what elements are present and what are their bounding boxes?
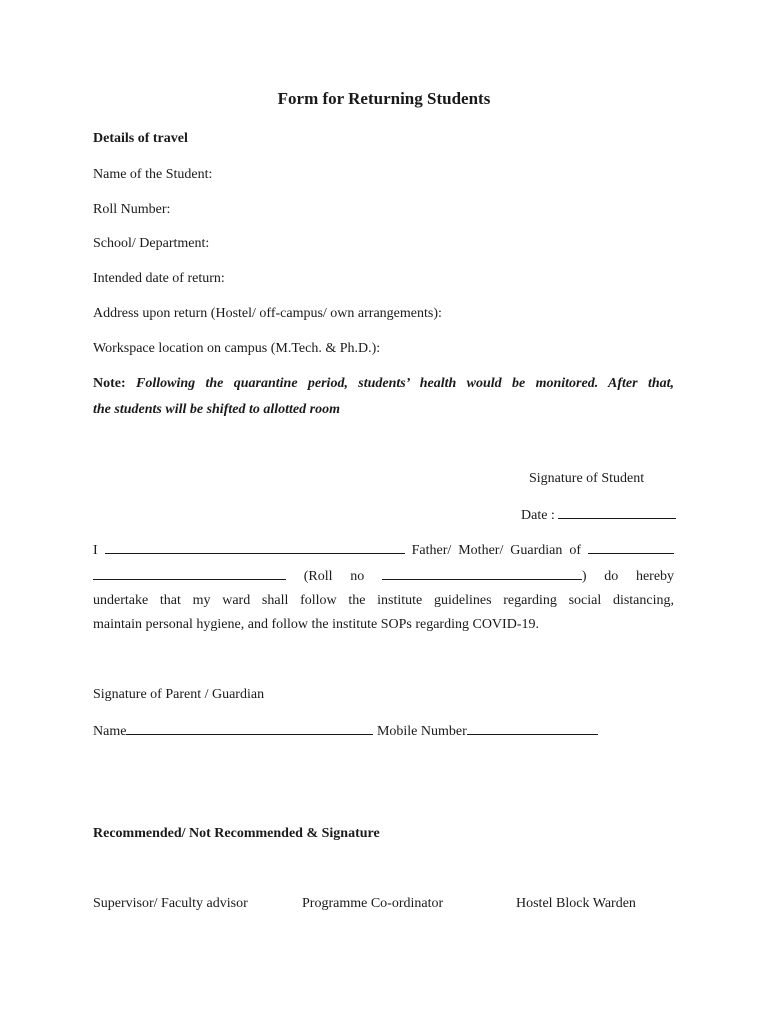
field-workspace-location: Workspace location on campus (M.Tech. & Ph.D.): <box>93 341 381 356</box>
note-text-1: Following the quarantine period, students’ health would be monitored. After that, <box>136 376 675 391</box>
hereby-word: hereby <box>635 569 675 584</box>
signatory-hostel-warden: Hostel Block Warden <box>516 896 636 911</box>
student-signature-label: Signature of Student <box>529 471 645 486</box>
undertaking-line-2 <box>93 566 674 586</box>
guardian-name-label: Name <box>93 724 127 739</box>
relation-label: Father/ Mother/ Guardian of <box>411 543 582 558</box>
date-blank[interactable] <box>558 505 676 519</box>
guardian-name-blank[interactable] <box>105 540 405 554</box>
note-line-2 <box>93 401 674 419</box>
field-return-date: Intended date of return: <box>93 271 225 286</box>
field-student-name: Name of the Student: <box>93 167 213 182</box>
ward-name-blank-1[interactable] <box>588 540 674 554</box>
recommendation-heading: Recommended/ Not Recommended & Signature <box>93 826 380 841</box>
roll-no: no <box>350 569 365 584</box>
section-heading: Details of travel <box>93 131 188 146</box>
date-label: Date : <box>521 508 555 523</box>
student-date-row <box>521 505 676 525</box>
page-title: Form for Returning Students <box>277 89 491 108</box>
field-roll-number: Roll Number: <box>93 202 171 217</box>
mobile-number-field[interactable] <box>467 721 598 735</box>
do-word: do <box>604 569 619 584</box>
roll-open: (Roll <box>303 569 333 584</box>
roll-number-blank[interactable] <box>382 566 582 580</box>
note-line-1 <box>93 375 674 393</box>
undertaking-line-4: maintain personal hygiene, and follow the institute SOPs regarding COVID-19. <box>93 617 539 632</box>
undertaking-line-1 <box>93 540 674 560</box>
guardian-signature-label: Signature of Parent / Guardian <box>93 687 265 702</box>
mobile-label: Mobile Number <box>376 724 467 739</box>
signatory-supervisor: Supervisor/ Faculty advisor <box>93 896 248 911</box>
guardian-name-field[interactable] <box>126 721 373 735</box>
undertaking-i: I <box>93 543 98 558</box>
roll-close: ) <box>581 569 587 584</box>
field-school-department: School/ Department: <box>93 236 210 251</box>
roll-number-group <box>382 569 587 584</box>
signatory-programme-coordinator: Programme Co-ordinator <box>302 896 444 911</box>
undertaking-line-3: undertake that my ward shall follow the institute guidelines regarding social distancing, <box>93 593 674 608</box>
note-label: Note: <box>93 376 126 391</box>
field-return-address: Address upon return (Hostel/ off-campus/ own arrangements): <box>93 306 442 321</box>
guardian-contact-row <box>93 721 598 741</box>
ward-name-blank-2[interactable] <box>93 566 286 580</box>
note-text-2: the students will be shifted to allotted room <box>93 402 340 417</box>
